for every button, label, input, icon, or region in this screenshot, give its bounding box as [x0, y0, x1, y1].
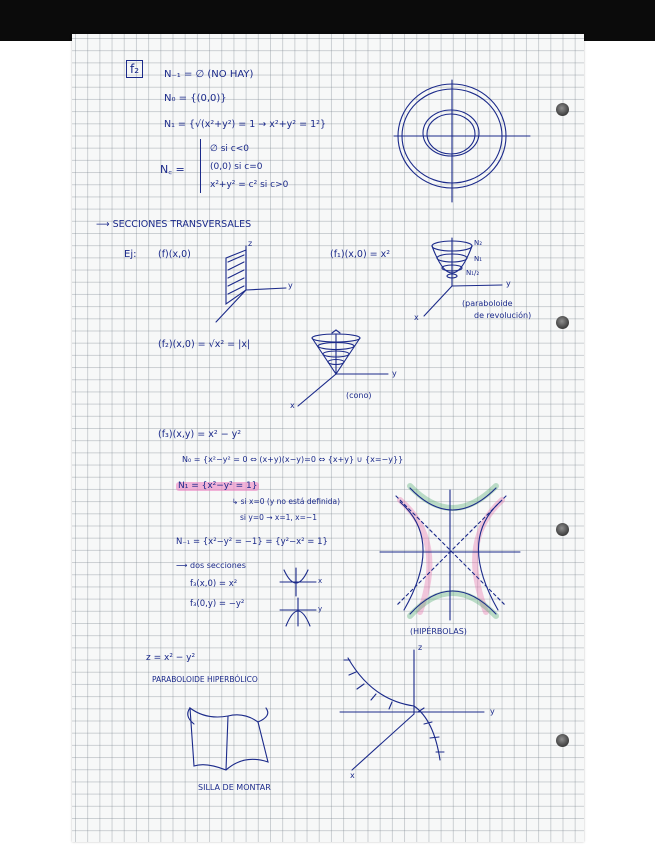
sections-heading: ⟶ SECCIONES TRANSVERSALES [96, 219, 252, 230]
axis-letter-z: z [418, 643, 423, 652]
f3-level-1-note-b: si y=0 → x=1, x=−1 [240, 513, 317, 522]
two-sections-note: ⟶ dos secciones [176, 561, 246, 570]
section-f2-x0: (f₂)(x,0) = √x² = |x| [158, 339, 251, 350]
section-f3-x0: f₃(x,0) = x² [190, 579, 238, 589]
level-set-minus1: N₋₁ = ∅ (NO HAY) [164, 69, 254, 80]
plane-section-sketch [216, 246, 286, 322]
parabola-sections [280, 568, 316, 626]
case-c-zero: (0,0) si c=0 [210, 162, 263, 172]
axis-letter-x: x [290, 401, 295, 410]
f3-level-minus1: N₋₁ = {x²−y² = −1} = {y²−x² = 1} [176, 537, 328, 547]
axis-letter-y: y [288, 281, 293, 290]
saddle-sketch [188, 708, 268, 770]
section-f1-x0: (f₁)(x,0) = x² [330, 249, 391, 260]
level-set-c-label: N꜀ = [160, 163, 185, 176]
f3-level-1-note-a: ↳ si x=0 (y no está definida) [232, 497, 341, 506]
section-f3-0y: f₃(0,y) = −y² [190, 599, 245, 609]
paraboloid-note-line1: (paraboloide [462, 299, 513, 308]
level-label-nhalf: N₁/₂ [466, 269, 480, 277]
section-f-x0: (f)(x,0) [158, 249, 191, 260]
level-set-1: N₁ = {√(x²+y²) = 1 → x²+y² = 1²} [164, 119, 327, 130]
level-curves-diagram [394, 80, 530, 202]
saddle-axes-sketch [340, 650, 484, 770]
axis-letter-x: x [350, 771, 355, 780]
f2-boxed-label: f₂ [126, 60, 143, 78]
f3-level-0: N₀ = {x²−y² = 0 ⇔ (x+y)(x−y)=0 ⇔ {x+y} ∪ {x=−y}} [182, 455, 404, 464]
cone-note: (cono) [346, 391, 372, 400]
hyperbolas-label: (HIPÉRBOLAS) [410, 627, 467, 636]
example-label: Ej: [124, 249, 137, 260]
hyperbolas-diagram [380, 486, 520, 620]
f3-definition: (f₃)(x,y) = x² − y² [158, 429, 242, 440]
saddle-nickname: SILLA DE MONTAR [198, 783, 271, 792]
saddle-equation: z = x² − y² [146, 653, 196, 663]
level-label-n2: N₂ [474, 239, 483, 247]
axis-letter-y: y [490, 707, 495, 716]
axis-letter-y: y [392, 369, 397, 378]
level-set-0: N₀ = {(0,0)} [164, 93, 227, 104]
case-c-negative: ∅ si c<0 [210, 144, 249, 154]
saddle-name: PARABOLOIDE HIPERBÓLICO [152, 675, 258, 684]
cone-sketch [298, 330, 388, 406]
paraboloid-sketch [424, 238, 502, 316]
axis-letter-z: z [248, 239, 253, 248]
axis-letter-y: y [506, 279, 511, 288]
axis-letter-y: y [318, 605, 323, 613]
axis-letter-x: x [318, 577, 323, 585]
f3-level-1: N₁ = {x²−y² = 1} [178, 481, 258, 491]
case-c-positive: x²+y² = c² si c>0 [210, 180, 289, 190]
paraboloid-note-line2: de revolución) [474, 311, 532, 320]
level-label-n1: N₁ [474, 255, 483, 263]
axis-letter-x: x [414, 313, 419, 322]
